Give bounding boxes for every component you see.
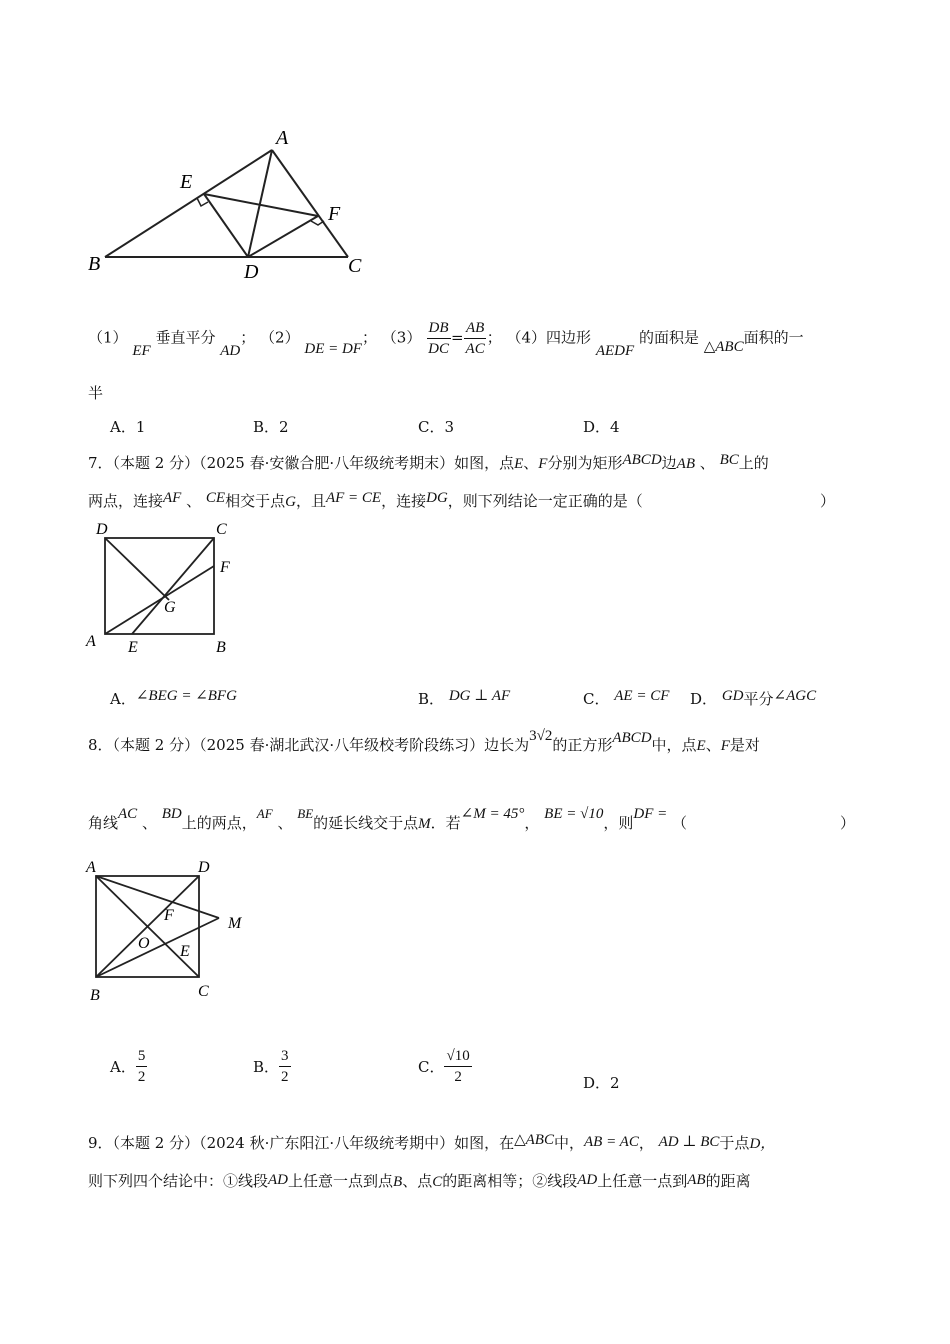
q9-line1: 9．（本题 2 分）（2024 秋·广东阳江·八年级统考期中）如图，在△ABC中，AB = AC， AD ⊥ BC于点D，: [88, 1132, 776, 1152]
label-a: A: [276, 127, 289, 149]
label-a: A: [86, 859, 96, 876]
label-c: C: [348, 255, 362, 277]
q8-close-paren: ）: [840, 814, 856, 832]
label-c: C: [216, 521, 227, 538]
label-c: C: [198, 983, 209, 1000]
label-e: E: [128, 639, 138, 656]
label-f: F: [328, 203, 341, 225]
q6-option-a[interactable]: A．1: [110, 418, 146, 436]
q8-line1: 8．（本题 2 分）（2025 春·湖北武汉·八年级校考阶段练习）边长为3√2的正方形ABCD中，点E、F是对: [88, 728, 760, 754]
q7-line1: 7．（本题 2 分）（2025 春·安徽合肥·八年级统考期末）如图，点E、F分别为矩形ABCD边AB 、 BC上的: [88, 452, 769, 472]
q7-option-d[interactable]: D． GD平分∠AGC: [690, 688, 817, 708]
q7-option-a[interactable]: A．∠BEG = ∠BFG: [110, 688, 237, 708]
label-d: D: [244, 261, 259, 283]
label-a: A: [86, 633, 96, 650]
q7-option-b[interactable]: B． DG ⊥ AF: [418, 688, 511, 708]
label-f: F: [220, 559, 230, 576]
q6-option-d[interactable]: D．4: [583, 418, 620, 436]
q7-line2: 两点，连接AF 、 CE相交于点G，且AF = CE，连接DG，则下列结论一定正确的是（: [88, 490, 643, 510]
label-g: G: [164, 599, 176, 616]
q6-line2: 半: [88, 384, 104, 402]
q7-close-paren: ）: [820, 492, 836, 510]
figure-rectangle-abcd: [82, 518, 242, 658]
label-b: B: [88, 253, 101, 275]
q8-line2: 角线AC 、 BD上的两点，AF 、 BE的延长线交于点M．若∠M = 45°， BE = √10，则DF = （: [88, 806, 688, 832]
label-d: D: [198, 859, 210, 876]
fraction-db-dc: $\frac{DB}{DC}$: [428, 320, 449, 357]
label-b: B: [90, 987, 100, 1002]
q8-option-b[interactable]: B． $\frac{3}{2}$: [253, 1048, 289, 1085]
q7-option-c[interactable]: C． AE = CF: [583, 688, 670, 708]
label-b: B: [216, 639, 226, 656]
fraction-ab-ac: $\frac{AB}{AC}$: [465, 320, 485, 357]
label-f: F: [164, 907, 174, 924]
q6-option-c[interactable]: C．3: [418, 418, 455, 436]
label-o: O: [138, 935, 150, 952]
q6-statements: （1） EF 垂直平分 AD； （2） DE = DF； （3） $\frac{DB}{DC}$ = $\frac{AB}{AC}$ ； （4）四边形 AEDF 的面积是 △ABC面积的一: [88, 320, 804, 359]
q6-option-b[interactable]: B．2: [253, 418, 289, 436]
label-e: E: [180, 171, 193, 193]
figure-square-abcd: [82, 852, 252, 1002]
label-e: E: [180, 943, 190, 960]
label-d: D: [96, 521, 108, 538]
q9-line2: 则下列四个结论中：①线段AD上任意一点到点B、点C的距离相等；②线段AD上任意一点到AB的距离: [88, 1172, 751, 1190]
label-m: M: [228, 915, 242, 932]
q8-option-d[interactable]: D．2: [583, 1074, 620, 1092]
figure-triangle-abc: [80, 120, 380, 290]
q8-option-c[interactable]: C． $\frac{√10}{2}$: [418, 1048, 470, 1085]
q8-option-a[interactable]: A． $\frac{5}{2}$: [110, 1048, 146, 1085]
